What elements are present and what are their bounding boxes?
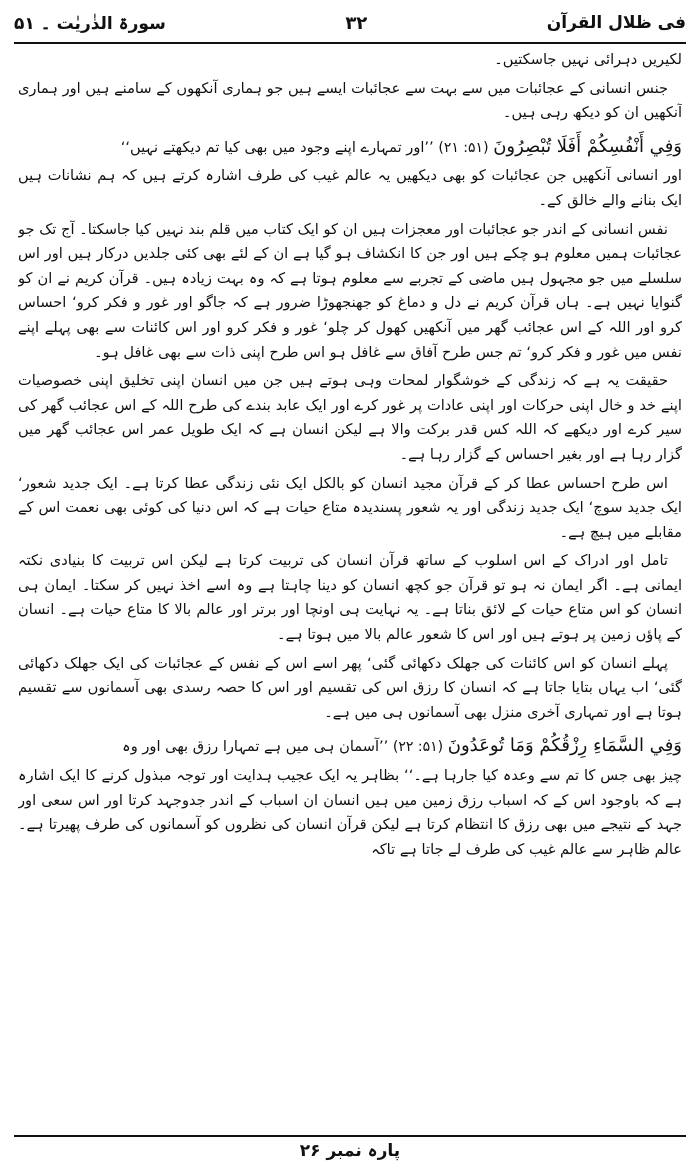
surah-title: سورۃ الذٰریٰت ۔ ۵۱ bbox=[14, 13, 166, 34]
ayah-line bbox=[18, 134, 682, 161]
footer-rule bbox=[14, 1135, 686, 1137]
ayah-arabic: وَفِي السَّمَاءِ رِزْقُكُمْ وَمَا تُوعَدُونَ bbox=[447, 735, 682, 757]
ayah-translation: ’’آسمان ہی میں ہے تمہارا رزق بھی اور وہ bbox=[122, 738, 389, 756]
page-header bbox=[14, 6, 686, 40]
paragraph: اور انسانی آنکھیں جن عجائبات کو بھی دیکھیں یہ عالم غیب کی طرف اشارہ کرتے ہیں کہ ہم نشانات ہیں ایک بنانے والے خالق کے۔ bbox=[18, 167, 682, 209]
ayah-arabic: وَفِي أَنْفُسِكُمْ أَفَلَا تُبْصِرُونَ bbox=[493, 135, 682, 157]
para-number: پارہ نمبر ۲۶ bbox=[299, 1141, 401, 1161]
ayah-translation: ’’اور تمہارے اپنے وجود میں بھی کیا تم دیکھتے نہیں‘‘ bbox=[120, 138, 434, 156]
paragraph: چیز بھی جس کا تم سے وعدہ کیا جارہا ہے۔‘‘ بظاہر یہ ایک عجیب ہدایت اور توجہ مبذول کرنے کا ایک اشارہ ہے کہ باوجود اس کے کہ اسباب رزق زمین میں ہیں انسان ان اسباب کے اندر جدوجہد کرتا اور اس سعی اور جہد کے نتیجے میں بھی رزق کا انتظام کرتا ہے لیکن قرآن انسان کی نظروں کو آسمانوں کی طرف پھیرتا ہے۔ عالم ظاہر سے عالم غیب کی طرف لے جاتا ہے تاکہ bbox=[18, 767, 682, 858]
page-body bbox=[18, 48, 682, 1106]
paragraph: تامل اور ادراک کے اس اسلوب کے ساتھ قرآن انسان کی تربیت کرتا ہے لیکن اس تربیت کا بنیادی نکتہ ایمانی ہے۔ اگر ایمان نہ ہو تو قرآن جو کچھ انسان کو دینا چاہتا ہے وہ اسے اخذ نہیں کر سکتا۔ ایمان ہی انسان کو اس متاع حیات کے لائق بناتا ہے۔ یہ نہایت ہی اونچا اور برتر اور عالم بالا کا متاع حیات ہے۔ انسان کے پاؤں زمین پر ہوتے ہیں اور اس کا شعور عالم بالا میں ہوتا ہے۔ bbox=[18, 552, 682, 644]
paragraph: جنس انسانی کے عجائبات میں سے بہت سے عجائبات ایسے ہیں جو ہماری آنکھوں کے سامنے ہیں اور ہماری آنکھیں ان کو دیکھ رہی ہیں۔ bbox=[18, 79, 682, 122]
paragraph: پہلے انسان کو اس کائنات کی جھلک دکھائی گئی‘ پھر اسے اس کے نفس کے عجائبات کی ایک جھلک دکھائی گئی‘ اب یہاں بتایا جاتا ہے کہ انسان کا رزق اس کی تقسیم اور اس کا حصہ رسدی بھی آسمانوں سے تقسیم ہوتا ہے اور تمہاری آخری منزل بھی آسمانوں ہی میں ہے۔ bbox=[18, 654, 682, 721]
page-number: ۳۲ bbox=[345, 12, 368, 34]
paragraph: نفس انسانی کے اندر جو عجائبات اور معجزات ہیں ان کو ایک کتاب میں قلم بند نہیں کیا جاسکتا۔ آج تک جو عجائبات ہمیں معلوم ہو چکے ہیں اور جن کا انکشاف ہو گیا ہے ان کے لئے بھی کئی جلدیں درکار ہیں اور اس سلسلے میں جو مجہول ہیں ماضی کے تجربے سے معلوم ہوتا ہے کہ وہ بہت زیادہ ہیں۔ قرآن کریم نے ان کو گنوایا نہیں ہے۔ ہاں قرآن کریم نے دل و دماغ کو جھنجھوڑا ضرور ہے کہ جاگو اور غور و فکر کرو‘ احساس کرو اور اللہ کے اس عجائب گھر میں آنکھیں کھول کر چلو‘ غور و فکر کرو اور اس کائنات سے بھی پہلے اپنے نفس میں غور و فکر کرو‘ تم جس طرح آفاق سے غافل ہو اس طرح اپنی ذات سے بھی غافل ہو۔ bbox=[18, 220, 682, 361]
ayah-reference: (۵۱: ۲۲) bbox=[392, 739, 444, 756]
paragraph: اس طرح احساس عطا کر کے قرآن مجید انسان کو بالکل ایک نئی زندگی عطا کرتا ہے۔ ایک جدید شعور‘ ایک جدید سوچ‘ ایک جدید زندگی اور یہ شعور پسندیدہ متاع حیات ہے کہ اس دنیا کی کوئی بھی نعمت اس کے مقابلے میں ہیچ ہے۔ bbox=[18, 474, 682, 541]
ayah-line bbox=[18, 733, 682, 760]
header-rule bbox=[14, 42, 686, 44]
book-title: فی ظلال القرآن bbox=[546, 13, 686, 33]
ayah-reference: (۵۱: ۲۱) bbox=[438, 139, 489, 156]
paragraph: لکیریں دہرائی نہیں جاسکتیں۔ bbox=[494, 51, 682, 68]
paragraph: حقیقت یہ ہے کہ زندگی کے خوشگوار لمحات وہی ہوتے ہیں جن میں انسان اپنی تخلیق اپنی خصوصیات اپنے خد و خال اپنی حرکات اور اپنی عادات پر غور کرے اور ایک عابد بندے کی طرح اللہ کے اس عجائب گھر کی سیر کرے اور دیکھے کہ اللہ کس قدر برکت والا ہے لیکن انسان ہے کہ ایک طویل عمر اس عجائب گھر میں گزار رہا ہے اور بغیر احساس کے گزار رہا ہے۔ bbox=[18, 372, 682, 463]
